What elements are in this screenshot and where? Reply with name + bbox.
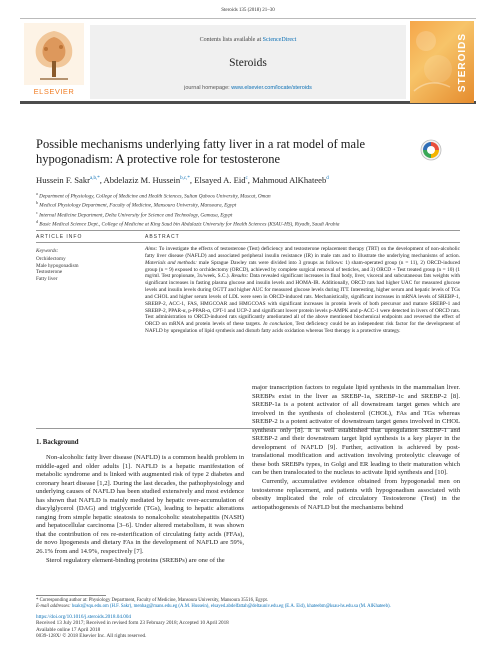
email-addresses[interactable]: hsakr@squ.edu.om (H.F. Sakr), menhag@mans.edu.eg (A.M. Hussein), elsayed.abdelfattah@deltauniv.edu.eg (E.A. Eid), khateebm@ksau-hs.edu.sa (M. AlKhateeb). <box>71 604 391 609</box>
emails-label: E-mail addresses: <box>36 604 72 609</box>
keyword: Orchidectomy <box>36 256 66 262</box>
affiliation-mark: b <box>36 200 38 206</box>
divider <box>36 230 460 231</box>
affiliation-mark: d <box>36 218 38 224</box>
doi-link[interactable]: https://doi.org/10.1016/j.steroids.2018.04.004 <box>36 614 132 620</box>
article-info-heading: ARTICLE INFO <box>36 234 83 240</box>
section-heading: 1. Background <box>36 439 79 446</box>
conclusion-text: Test deficiency could be an independent risk factor for the development of NAFLD by upregulation of lipid synthesis and disturb fatty acids oxidation whereas Test therapy is a protective strategy. <box>145 321 461 335</box>
journal-citation: Steroids 135 (2018) 21–30 <box>221 8 275 13</box>
available-online: Available online 17 April 2018 <box>36 626 101 633</box>
footnote-divider <box>36 595 106 596</box>
methods-label: Materials and methods: <box>145 259 197 266</box>
affiliation-item <box>36 210 466 219</box>
affiliation-text: Department of Physiology, College of Medicine and Health Sciences, Sultan Qaboos University, Muscat, Oman <box>39 193 271 200</box>
affiliation-item <box>36 219 466 228</box>
abstract-heading: ABSTRACT <box>145 234 180 240</box>
author-list: Hussein F. Sakr$^{a,b,*}$, Abdelaziz M. Hussein$^{b,c,*}$, Elsayed A. Eid$^c$, Mahmoud AlKhateeb$^d$ <box>36 175 329 185</box>
author-name[interactable]: Mahmoud AlKhateeb <box>252 175 327 185</box>
aims-label: Aims: <box>145 246 158 252</box>
received-dates: Received 13 July 2017; Received in revised form 23 February 2018; Accepted 10 April 2018 <box>36 620 229 627</box>
affiliation-text: Internal Medicine Department, Delta University for Science and Technology, Gamasa, Egypt <box>39 212 233 219</box>
results-text: Data revealed significant increases in final body, liver, visceral and subcutaneous fats weights with significant increases in fasting plasma glucose and insulin levels and HOMA-IR. Additionally, ORCD rats had higher UAC for measured glucose levels and insulin levels during OGTT and higher AUC for measured glucose levels during ITT. Interesting, higher serum and hepatic levels of TGs and CHOL and higher serum levels of LDL were seen in ORCD-induced rats. Mechanistically, significant increases in mRNA levels of SREBP-1, SREBP-2, ACC-1, FAS, HMGCOAR and HMGCOAS with significant increases in protein levels of both precursor and mature SREBP-1 and SREBP-2, PPAR-α, p-PPAR-α, CPT-1 and UCP-2 and significant lower protein levels p-AMPK and p-ACC-1 were detected in livers of ORCD rats. Test administration to ORCD-induced rats significantly ameliorated all of the above mentioned biochemical endpoints and reversed the effect of ORCD on mRNA and protein levels of these targets. <box>145 273 460 328</box>
affiliation-text: Medical Physiology Department, Faculty of Medicine, Mansoura University, Mansoura, Egypt <box>39 203 237 210</box>
email-line <box>36 604 466 610</box>
aims-text: To investigate the effects of testosterone (Test) deficiency and testosterone replacement therapy (TRT) on the development of non-alcoholic fatty liver disease (NAFLD) and associated peripheral insulin resistance (IR) in male rats and to illustrate the underlying mechanisms of action. <box>145 246 460 259</box>
footnotes <box>36 598 466 610</box>
journal-info-panel <box>90 25 406 99</box>
author-name[interactable]: Elsayed A. Eid <box>194 175 246 185</box>
publisher-logo-text: ELSEVIER <box>33 87 75 96</box>
body-column-right <box>252 384 460 512</box>
sciencedirect-link[interactable]: ScienceDirect <box>262 37 297 43</box>
author-name[interactable]: Hussein F. Sakr <box>36 175 90 185</box>
affiliation-item <box>36 191 466 200</box>
contents-line <box>90 37 406 43</box>
affiliation-mark: c <box>36 209 38 215</box>
elsevier-tree-logo-icon <box>24 23 84 85</box>
article-title: Possible mechanisms underlying fatty liver in a rat model of male hypogonadism: A protective role for testosterone <box>36 137 366 166</box>
author-marks: d <box>326 176 329 182</box>
body-paragraph: Non-alcoholic fatty liver disease (NAFLD) is a common health problem in middle-aged and older adults [1]. NAFLD is a hepatic manifestation of metabolic syndrome and is linked with augmented risk of type 2 diabetes and coronary heart disease [1,2]. During the last decades, the pathophysiology and underlying causes of NAFLD has been studied extensively and most evidence has shown that NAFLD is mainly mediated by hepatic over-accumulation of diacylglycerol (DAG) and triglyceride (TGs), leading to hepatic alterations ranging from simple hepatic steatosis to nonalcoholic steatohepatitis (NASH) and hepatocellular carcinoma [3–6]. Under altered metabolism, it was shown that the contribution of res re-esterification of circulating fatty acids (FFAs), de novo lipogenesis and dietary FAs in the development of NAFLD are 59%, 26.1% from and 14.9%, respectively [7]. <box>36 454 244 556</box>
affiliations <box>36 191 466 228</box>
body-paragraph: Currently, accumulative evidence obtained from hypogonadal men on testosterone replacement, and patients with hypogonadism associated with obesity implicated the role of circulatory Testosterone (Test) in the aetiopathogenesis of NAFLD but the mechanisms behind <box>252 478 460 511</box>
keyword: Fatty liver <box>36 276 58 283</box>
keywords-list <box>36 256 79 283</box>
body-paragraph: Sterol regulatory element-binding proteins (SREBPs) are one of the <box>46 556 225 564</box>
affiliation-item <box>36 200 466 209</box>
journal-title: Steroids <box>229 57 267 69</box>
author-name[interactable]: Abdelaziz M. Hussein <box>103 175 181 185</box>
conclusion-label: In conclusion, <box>263 321 294 328</box>
homepage-line <box>90 85 406 91</box>
body-column-left <box>36 454 244 565</box>
copyright: 0039-128X/ © 2018 Elsevier Inc. All rights reserved. <box>36 633 147 640</box>
methods-text: male Sprague Dawley rats were divided into 3 groups as follows: 1) sham-operated group (n = 11), 2) ORCD-induced group (n = 9) exposed to orchidectomy (ORCD), achieved by complete surgical removal of testicles, and 3) ORCD + Test treated group (n = 10) (1 mg/ml. Test propionate, 3x/week, S.C.). <box>145 259 460 280</box>
keyword: Male hypogonadism <box>36 262 79 269</box>
homepage-link[interactable]: www.elsevier.com/locate/steroids <box>231 85 312 91</box>
author-marks: b,c,* <box>180 176 190 182</box>
abstract-text <box>145 246 460 335</box>
homepage-prefix: journal homepage: <box>184 85 232 91</box>
author-marks: c <box>245 176 248 182</box>
affiliation-text: Basic Medical Science Dept., College of Medicine at King Saud bin Abdulaziz University for Health Sciences (KSAU-HS), Riyadh, Saudi Arabia <box>39 221 340 228</box>
journal-header <box>20 18 476 104</box>
contents-prefix: Contents lists available at <box>199 37 263 43</box>
cover-title: STEROIDS <box>456 32 468 93</box>
publication-info <box>36 614 466 640</box>
check-for-updates-icon[interactable] <box>420 139 442 161</box>
keywords-label: Keywords: <box>36 248 59 254</box>
author-marks: a,b,* <box>89 176 100 182</box>
keyword: Testosterone <box>36 269 63 276</box>
results-label: Results: <box>231 273 249 280</box>
corresponding-author-note: * Corresponding author at: Physiology Department, Faculty of Medicine, Mansoura University, Mansoura 35516, Egypt. <box>36 598 269 603</box>
divider <box>36 242 460 243</box>
journal-cover-image <box>410 21 474 103</box>
body-paragraph: major transcription factors to regulate lipid synthesis in the mammalian liver. SREBPs exist in the liver as SREBP-1a, SREBP-1c and SREBP-2 [8]. SREBP-1a is a potent activator of all downstream target genes which are involved in the synthesis of cholesterol (CHOL), FAs and TGs whereas SREBP-2 is a potent activator of downstream target genes involved in CHOL synthesis only [8]. It is well established that upregulation SREBP-1 and SREBP-2 and their downstream target lipid synthesis is a key player in the development of NAFLD [9]. Further, activation is achieved by post-translational modification and activation involving proteolytic cleavage of these both SREBPs types, in Golgi and ER leading to their maturation which can be then translocated to the nucleus to activate lipid synthesis and [10]. <box>252 384 460 477</box>
affiliation-mark: a <box>36 191 38 196</box>
